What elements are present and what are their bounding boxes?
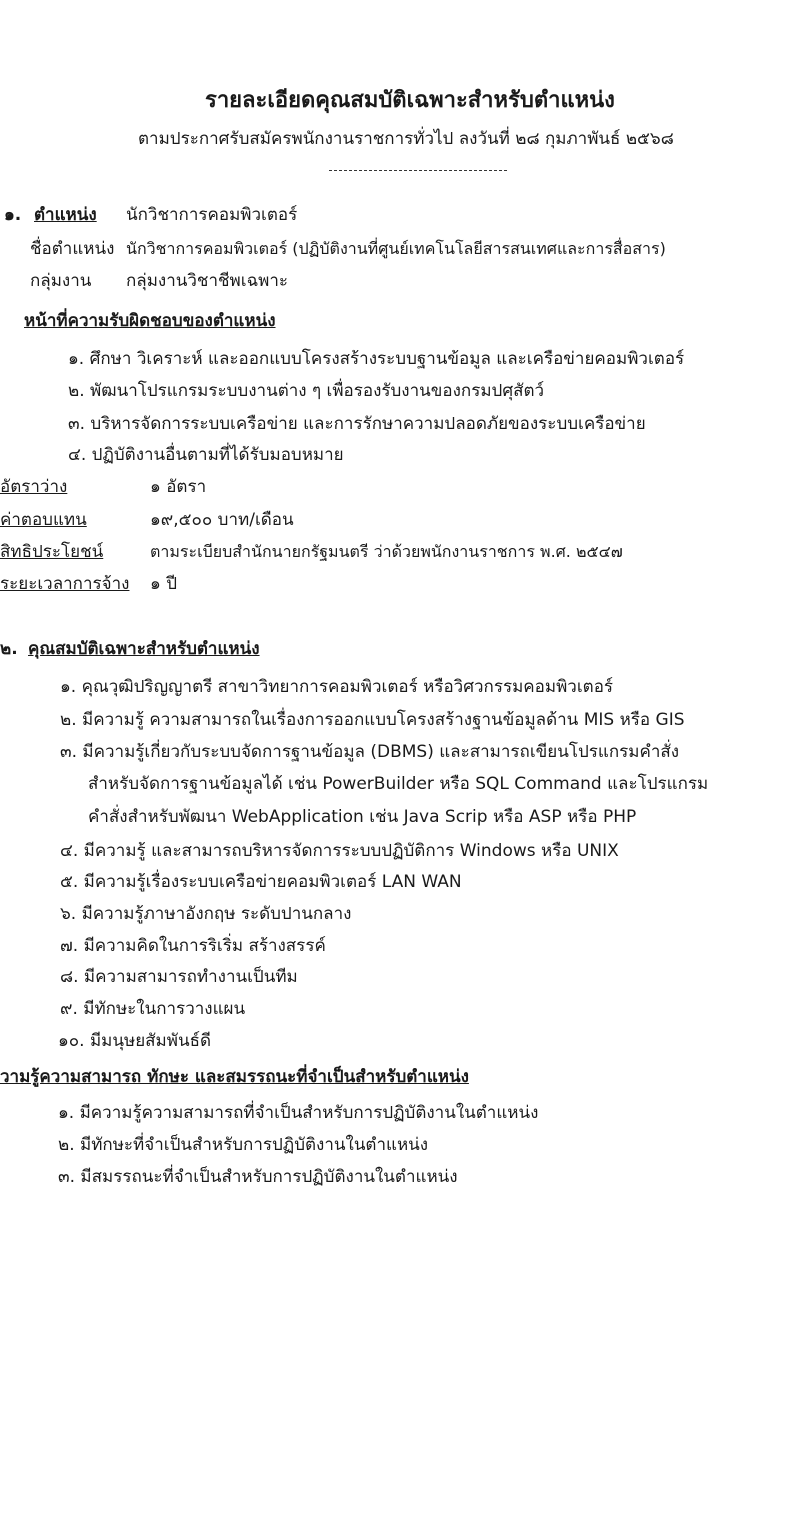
position-value: นักวิชาการคอมพิวเตอร์: [126, 205, 298, 225]
qualification-item: ๕. มีความรู้เรื่องระบบเครือข่ายคอมพิวเตอร์ LAN WAN: [60, 872, 462, 892]
salary-value: ๑๙,๕๐๐ บาท/เดือน: [150, 510, 294, 530]
qualification-item-continued: สำหรับจัดการฐานข้อมูลได้ เช่น PowerBuilder หรือ SQL Command และโปรแกรม: [88, 774, 709, 794]
competency-item: ๒. มีทักษะที่จำเป็นสำหรับการปฏิบัติงานในตำแหน่ง: [58, 1135, 429, 1155]
competencies-heading: วามรู้ความสามารถ ทักษะ และสมรรถนะที่จำเป็นสำหรับตำแหน่ง: [0, 1067, 469, 1087]
vacancy-value: ๑ อัตรา: [150, 477, 207, 497]
qualifications-heading: คุณสมบัติเฉพาะสำหรับตำแหน่ง: [28, 639, 260, 659]
section-2-number: ๒.: [0, 639, 18, 659]
position-name-label: ชื่อตำแหน่ง: [30, 239, 115, 259]
duty-item: ๓. บริหารจัดการระบบเครือข่าย และการรักษาความปลอดภัยของระบบเครือข่าย: [68, 414, 646, 434]
qualification-item: ๗. มีความคิดในการริเริ่ม สร้างสรรค์: [60, 936, 326, 956]
employment-period-label: ระยะเวลาการจ้าง: [0, 574, 130, 594]
work-group-label: กลุ่มงาน: [30, 271, 92, 291]
position-label: ตำแหน่ง: [34, 205, 97, 225]
benefits-label: สิทธิประโยชน์: [0, 542, 104, 562]
work-group-value: กลุ่มงานวิชาชีพเฉพาะ: [126, 271, 289, 291]
position-name-value: นักวิชาการคอมพิวเตอร์ (ปฏิบัติงานที่ศูนย์เทคโนโลยีสารสนเทศและการสื่อสาร): [126, 239, 666, 258]
document-title: รายละเอียดคุณสมบัติเฉพาะสำหรับตำแหน่ง: [205, 88, 615, 113]
qualification-item: ๒. มีความรู้ ความสามารถในเรื่องการออกแบบโครงสร้างฐานข้อมูลด้าน MIS หรือ GIS: [60, 710, 685, 730]
section-1-number: ๑.: [4, 205, 22, 225]
salary-label: ค่าตอบแทน: [0, 510, 87, 530]
qualification-item: ๙. มีทักษะในการวางแผน: [60, 999, 246, 1019]
duty-item: ๑. ศึกษา วิเคราะห์ และออกแบบโครงสร้างระบบฐานข้อมูล และเครือข่ายคอมพิวเตอร์: [68, 349, 685, 369]
employment-period-value: ๑ ปี: [150, 574, 177, 594]
competency-item: ๓. มีสมรรถนะที่จำเป็นสำหรับการปฏิบัติงานในตำแหน่ง: [58, 1167, 458, 1187]
competency-item: ๑. มีความรู้ความสามารถที่จำเป็นสำหรับการปฏิบัติงานในตำแหน่ง: [58, 1103, 539, 1123]
qualification-item: ๑๐. มีมนุษยสัมพันธ์ดี: [58, 1031, 211, 1051]
qualification-item: ๓. มีความรู้เกี่ยวกับระบบจัดการฐานข้อมูล (DBMS) และสามารถเขียนโปรแกรมคำสั่ง: [60, 742, 680, 762]
duty-item: ๔. ปฏิบัติงานอื่นตามที่ได้รับมอบหมาย: [68, 445, 344, 465]
document-subtitle: ตามประกาศรับสมัครพนักงานราชการทั่วไป ลงวันที่ ๒๘ กุมภาพันธ์ ๒๕๖๘: [138, 129, 674, 149]
qualification-item: ๑. คุณวุฒิปริญญาตรี สาขาวิทยาการคอมพิวเตอร์ หรือวิศวกรรมคอมพิวเตอร์: [60, 677, 614, 697]
vacancy-label: อัตราว่าง: [0, 477, 68, 497]
separator-line: [329, 170, 507, 171]
duties-heading: หน้าที่ความรับผิดชอบของตำแหน่ง: [24, 311, 276, 331]
qualification-item: ๔. มีความรู้ และสามารถบริหารจัดการระบบปฏิบัติการ Windows หรือ UNIX: [60, 841, 619, 861]
qualification-item: ๘. มีความสามารถทำงานเป็นทีม: [60, 967, 298, 987]
qualification-item-continued: คำสั่งสำหรับพัฒนา WebApplication เช่น Java Scrip หรือ ASP หรือ PHP: [88, 807, 637, 827]
qualification-item: ๖. มีความรู้ภาษาอังกฤษ ระดับปานกลาง: [60, 904, 352, 924]
duty-item: ๒. พัฒนาโปรแกรมระบบงานต่าง ๆ เพื่อรองรับงานของกรมปศุสัตว์: [68, 381, 545, 401]
benefits-value: ตามระเบียบสำนักนายกรัฐมนตรี ว่าด้วยพนักงานราชการ พ.ศ. ๒๕๔๗: [150, 542, 623, 561]
